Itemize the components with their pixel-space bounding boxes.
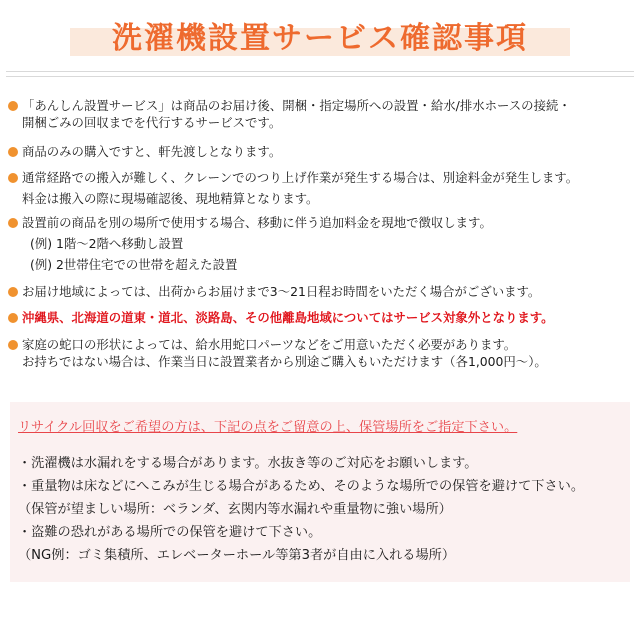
note-text: 開梱ごみの回収までを代行するサービスです。 xyxy=(22,115,282,130)
bullet-icon xyxy=(8,173,18,183)
bullet-icon xyxy=(8,147,18,157)
recycle-line: ・洗濯機は水漏れをする場合があります。水抜き等のご対応をお願いします。 xyxy=(18,456,478,471)
bullet-icon xyxy=(8,218,18,228)
note-text: (例) 2世帯住宅での世帯を超えた設置 xyxy=(30,257,238,272)
bullet-icon xyxy=(8,101,18,111)
title-area xyxy=(0,14,640,64)
warning-text: 沖縄県、北海道の道東・道北、淡路島、その他離島地域についてはサービス対象外となります。 xyxy=(22,310,554,325)
divider xyxy=(6,76,634,77)
recycle-line: （保管が望ましい場所：ベランダ、玄関内等水漏れや重量物に強い場所） xyxy=(18,502,452,517)
bullet-icon xyxy=(8,287,18,297)
bullet-icon xyxy=(8,340,18,350)
note-text: 商品のみの購入ですと、軒先渡しとなります。 xyxy=(22,144,282,159)
bullet-icon xyxy=(8,313,18,323)
note-text: 「あんしん設置サービス」は商品のお届け後、開梱・指定場所への設置・給水/排水ホースの接続・ xyxy=(22,98,571,113)
recycle-box xyxy=(10,402,630,582)
note-text: (例) 1階～2階へ移動し設置 xyxy=(30,236,184,251)
recycle-line: ・盗難の恐れがある場所での保管を避けて下さい。 xyxy=(18,525,322,540)
recycle-line: ・重量物は床などにへこみが生じる場合があるため、そのような場所での保管を避けて下さい。 xyxy=(18,479,585,494)
recycle-line: （NG例：ゴミ集積所、エレベーターホール等第3者が自由に入れる場所） xyxy=(18,548,456,563)
note-text: 設置前の商品を別の場所で使用する場合、移動に伴う追加料金を現地で徴収します。 xyxy=(22,215,492,230)
note-text: お届け地域によっては、出荷からお届けまで3～21日程お時間をいただく場合がございます。 xyxy=(22,284,541,299)
note-text: 料金は搬入の際に現場確認後、現地精算となります。 xyxy=(22,191,319,206)
note-text: 家庭の蛇口の形状によっては、給水用蛇口パーツなどをご用意いただく必要があります。 xyxy=(22,337,517,352)
recycle-heading: リサイクル回収をご希望の方は、下記の点をご留意の上、保管場所をご指定下さい。 xyxy=(18,420,518,435)
note-text: お持ちではない場合は、作業当日に設置業者から別途ご購入もいただけます（各1,000円～）。 xyxy=(22,354,547,369)
divider xyxy=(6,71,634,72)
note-text: 通常経路での搬入が難しく、クレーンでのつり上げ作業が発生する場合は、別途料金が発生します。 xyxy=(22,170,579,185)
page-title: 洗濯機設置サービス確認事項 xyxy=(112,21,528,56)
